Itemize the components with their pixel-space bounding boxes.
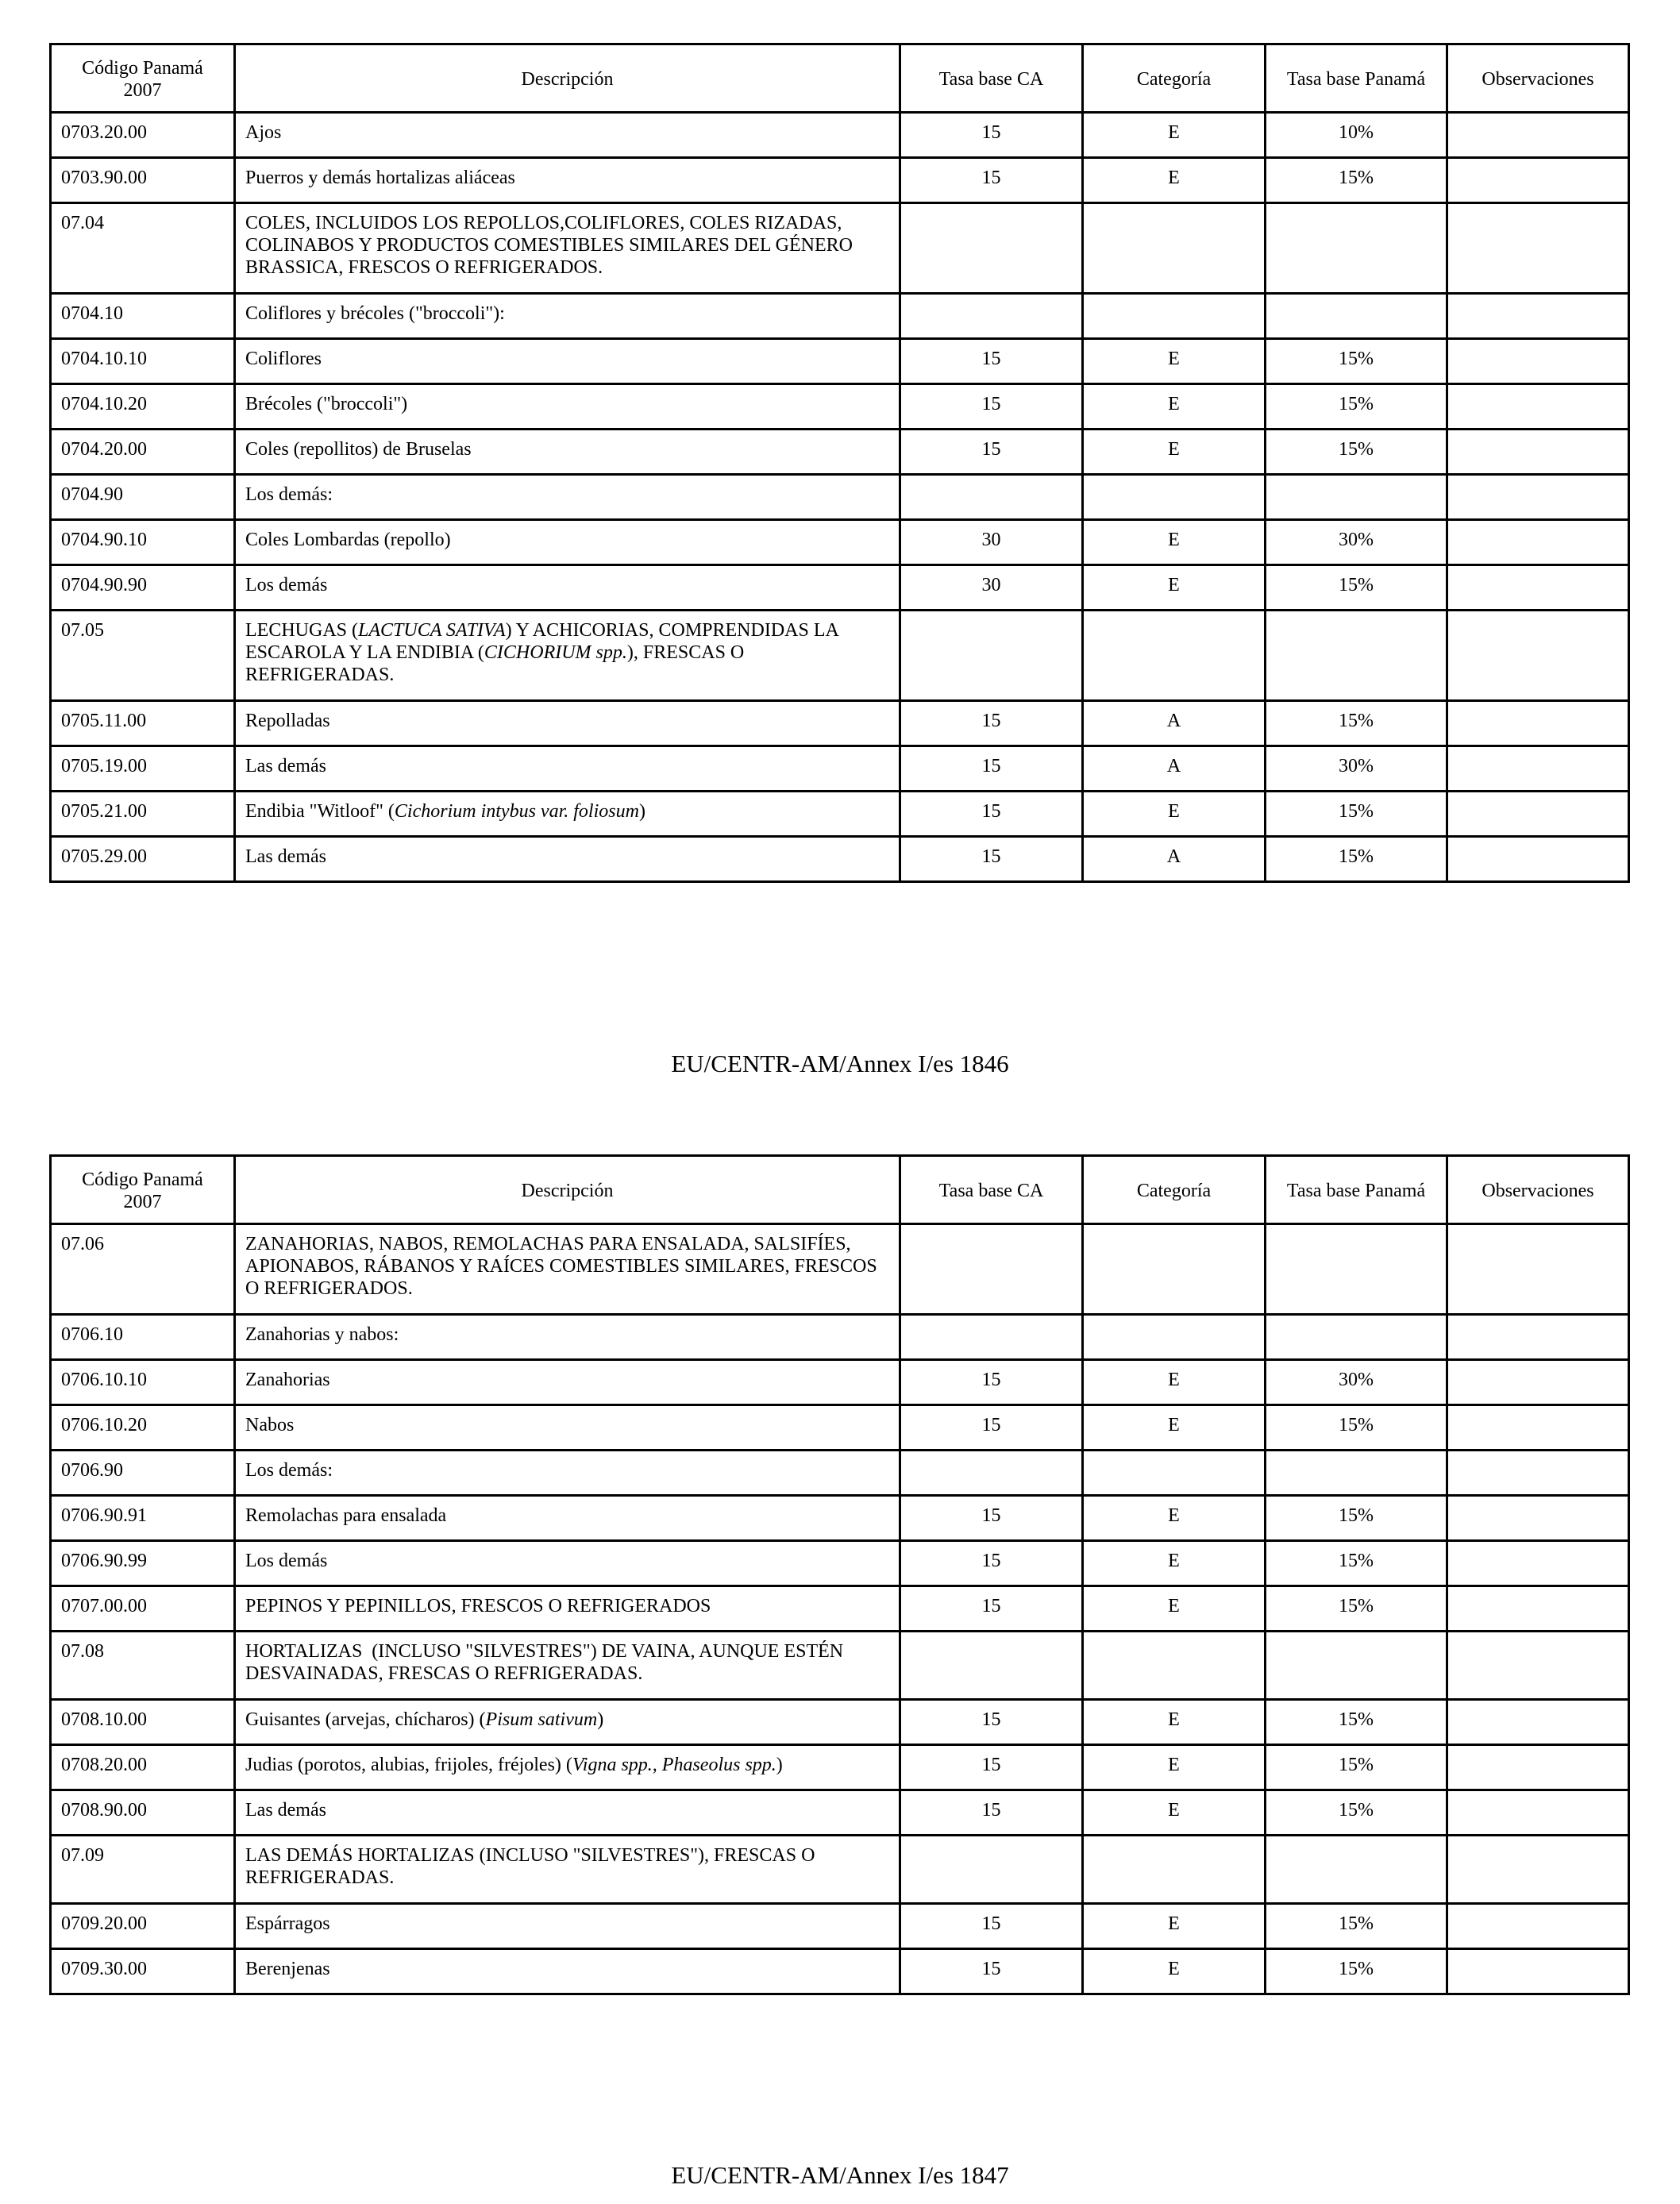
cell-category: E — [1083, 430, 1266, 475]
cell-base-rate-ca — [900, 1315, 1083, 1360]
cell-base-rate-panama: 15% — [1266, 1745, 1447, 1790]
cell-base-rate-ca: 15 — [900, 1541, 1083, 1586]
cell-category — [1083, 294, 1266, 339]
cell-category: E — [1083, 1790, 1266, 1836]
cell-observations — [1447, 1496, 1629, 1541]
cell-category: A — [1083, 701, 1266, 746]
cell-code: 0709.20.00 — [51, 1904, 235, 1949]
cell-base-rate-panama: 30% — [1266, 746, 1447, 792]
cell-observations — [1447, 294, 1629, 339]
cell-description: Remolachas para ensalada — [235, 1496, 900, 1541]
desc-text: Judias (porotos, alubias, frijoles, fréjoles) ( — [245, 1755, 572, 1775]
page-footer: EU/CENTR-AM/Annex I/es 1846 — [671, 1050, 1009, 1077]
cell-code: 0704.90.10 — [51, 520, 235, 565]
cell-base-rate-ca: 15 — [900, 158, 1083, 203]
table-row — [51, 1700, 1629, 1745]
cell-observations — [1447, 1541, 1629, 1586]
desc-text: Endibia "Witloof" ( — [245, 801, 395, 822]
cell-code: 0706.10.10 — [51, 1360, 235, 1405]
cell-description: Coles (repollitos) de Bruselas — [235, 430, 900, 475]
cell-code: 0703.20.00 — [51, 113, 235, 158]
cell-description: Las demás — [235, 837, 900, 882]
cell-observations — [1447, 611, 1629, 701]
cell-description — [235, 792, 900, 837]
cell-code: 0708.20.00 — [51, 1745, 235, 1790]
cell-category: E — [1083, 1949, 1266, 1994]
cell-observations — [1447, 1836, 1629, 1904]
header-category: Categoría — [1083, 44, 1266, 113]
desc-text: ) — [597, 1709, 604, 1730]
cell-description: Coliflores — [235, 339, 900, 384]
cell-base-rate-ca: 15 — [900, 1790, 1083, 1836]
cell-code: 0705.29.00 — [51, 837, 235, 882]
cell-description — [235, 1700, 900, 1745]
cell-code: 0707.00.00 — [51, 1586, 235, 1632]
cell-base-rate-ca: 15 — [900, 430, 1083, 475]
table-row — [51, 113, 1629, 158]
desc-text: Guisantes (arvejas, chícharos) ( — [245, 1709, 486, 1730]
cell-category: E — [1083, 565, 1266, 611]
tariff-table-2 — [49, 1154, 1630, 1995]
cell-base-rate-panama: 15% — [1266, 158, 1447, 203]
cell-category — [1083, 611, 1266, 701]
cell-category: A — [1083, 837, 1266, 882]
cell-base-rate-ca: 15 — [900, 1360, 1083, 1405]
header-description: Descripción — [235, 1156, 900, 1224]
cell-category: E — [1083, 339, 1266, 384]
table-row — [51, 1632, 1629, 1700]
table-header-row — [51, 1156, 1629, 1224]
cell-base-rate-ca: 15 — [900, 837, 1083, 882]
cell-base-rate-ca: 15 — [900, 1700, 1083, 1745]
header-base-rate-ca: Tasa base CA — [900, 1156, 1083, 1224]
cell-base-rate-panama: 15% — [1266, 792, 1447, 837]
cell-category: E — [1083, 1700, 1266, 1745]
cell-observations — [1447, 837, 1629, 882]
tariff-table-1 — [49, 43, 1630, 883]
cell-observations — [1447, 1949, 1629, 1994]
cell-category: E — [1083, 1360, 1266, 1405]
cell-base-rate-panama — [1266, 1451, 1447, 1496]
cell-description: Nabos — [235, 1405, 900, 1451]
cell-observations — [1447, 1904, 1629, 1949]
header-description: Descripción — [235, 44, 900, 113]
cell-base-rate-ca: 15 — [900, 701, 1083, 746]
cell-observations — [1447, 746, 1629, 792]
desc-italic-text: Pisum sativum — [485, 1709, 598, 1730]
table-header-row — [51, 44, 1629, 113]
cell-base-rate-ca: 15 — [900, 1405, 1083, 1451]
cell-code: 07.05 — [51, 611, 235, 701]
cell-observations — [1447, 339, 1629, 384]
cell-base-rate-ca: 15 — [900, 1586, 1083, 1632]
cell-code: 07.08 — [51, 1632, 235, 1700]
desc-text: LECHUGAS ( — [245, 620, 358, 641]
cell-base-rate-panama: 15% — [1266, 1405, 1447, 1451]
desc-text: ), FRESCAS O REFRIGERADAS. — [245, 642, 745, 685]
cell-code: 07.06 — [51, 1224, 235, 1315]
table-row — [51, 1360, 1629, 1405]
cell-observations — [1447, 565, 1629, 611]
table-row — [51, 203, 1629, 294]
cell-description: Zanahorias y nabos: — [235, 1315, 900, 1360]
cell-category — [1083, 1315, 1266, 1360]
cell-base-rate-panama — [1266, 203, 1447, 294]
cell-code: 0706.90.99 — [51, 1541, 235, 1586]
cell-base-rate-ca: 15 — [900, 1496, 1083, 1541]
cell-observations — [1447, 1315, 1629, 1360]
desc-italic-text: Cichorium intybus var. foliosum — [394, 801, 639, 822]
cell-base-rate-panama: 15% — [1266, 1904, 1447, 1949]
cell-description: Puerros y demás hortalizas aliáceas — [235, 158, 900, 203]
table-row — [51, 1224, 1629, 1315]
cell-base-rate-panama: 15% — [1266, 384, 1447, 430]
cell-code: 0706.10 — [51, 1315, 235, 1360]
cell-code: 07.09 — [51, 1836, 235, 1904]
header-code: Código Panamá 2007 — [51, 44, 235, 113]
cell-description: Los demás — [235, 1541, 900, 1586]
cell-category — [1083, 1451, 1266, 1496]
cell-code: 0704.10 — [51, 294, 235, 339]
cell-observations — [1447, 430, 1629, 475]
cell-description: ZANAHORIAS, NABOS, REMOLACHAS PARA ENSALADA, SALSIFÍES, APIONABOS, RÁBANOS Y RAÍCES COMESTIBLES SIMILARES, FRESCOS O REFRIGERADOS. — [235, 1224, 900, 1315]
cell-description: Berenjenas — [235, 1949, 900, 1994]
cell-category: E — [1083, 1586, 1266, 1632]
cell-base-rate-ca: 15 — [900, 792, 1083, 837]
header-observations: Observaciones — [1447, 44, 1629, 113]
cell-code: 0706.90.91 — [51, 1496, 235, 1541]
cell-observations — [1447, 1360, 1629, 1405]
table-row — [51, 1451, 1629, 1496]
cell-code: 0704.10.10 — [51, 339, 235, 384]
table-row — [51, 565, 1629, 611]
cell-category: E — [1083, 1745, 1266, 1790]
table-row — [51, 792, 1629, 837]
cell-observations — [1447, 158, 1629, 203]
cell-category — [1083, 1632, 1266, 1700]
cell-base-rate-panama: 10% — [1266, 113, 1447, 158]
cell-base-rate-panama — [1266, 1315, 1447, 1360]
table-row — [51, 294, 1629, 339]
cell-code: 0704.90 — [51, 475, 235, 520]
cell-description: COLES, INCLUIDOS LOS REPOLLOS,COLIFLORES, COLES RIZADAS, COLINABOS Y PRODUCTOS COMESTIBLES SIMILARES DEL GÉNERO BRASSICA, FRESCOS O REFRIGERADOS. — [235, 203, 900, 294]
cell-category — [1083, 475, 1266, 520]
page-footer: EU/CENTR-AM/Annex I/es 1847 — [671, 2161, 1009, 2189]
table-row — [51, 1541, 1629, 1586]
desc-text: ) — [638, 801, 645, 822]
cell-base-rate-panama: 15% — [1266, 701, 1447, 746]
table-row — [51, 1904, 1629, 1949]
table-row — [51, 158, 1629, 203]
cell-base-rate-panama: 15% — [1266, 1541, 1447, 1586]
cell-code: 0706.90 — [51, 1451, 235, 1496]
cell-category: E — [1083, 1405, 1266, 1451]
cell-base-rate-panama: 15% — [1266, 1949, 1447, 1994]
cell-category: E — [1083, 113, 1266, 158]
cell-base-rate-panama: 15% — [1266, 565, 1447, 611]
cell-base-rate-panama — [1266, 1632, 1447, 1700]
cell-base-rate-ca — [900, 1224, 1083, 1315]
cell-base-rate-ca — [900, 475, 1083, 520]
cell-description: Los demás: — [235, 1451, 900, 1496]
cell-base-rate-ca: 15 — [900, 746, 1083, 792]
cell-category — [1083, 1836, 1266, 1904]
cell-observations — [1447, 475, 1629, 520]
cell-description: HORTALIZAS (INCLUSO "SILVESTRES") DE VAINA, AUNQUE ESTÉN DESVAINADAS, FRESCAS O REFRIGERADAS. — [235, 1632, 900, 1700]
desc-italic-text: CICHORIUM spp. — [484, 642, 627, 663]
cell-base-rate-ca — [900, 203, 1083, 294]
cell-description: Las demás — [235, 746, 900, 792]
cell-description: Repolladas — [235, 701, 900, 746]
cell-description — [235, 611, 900, 701]
header-base-rate-ca: Tasa base CA — [900, 44, 1083, 113]
cell-observations — [1447, 113, 1629, 158]
cell-observations — [1447, 701, 1629, 746]
cell-base-rate-ca — [900, 611, 1083, 701]
cell-base-rate-panama: 15% — [1266, 1586, 1447, 1632]
cell-observations — [1447, 792, 1629, 837]
cell-category — [1083, 203, 1266, 294]
cell-base-rate-panama: 15% — [1266, 1496, 1447, 1541]
header-category: Categoría — [1083, 1156, 1266, 1224]
cell-base-rate-panama: 15% — [1266, 837, 1447, 882]
table-row — [51, 701, 1629, 746]
cell-base-rate-ca: 15 — [900, 113, 1083, 158]
cell-base-rate-ca: 15 — [900, 384, 1083, 430]
cell-observations — [1447, 1700, 1629, 1745]
cell-base-rate-ca — [900, 1836, 1083, 1904]
cell-observations — [1447, 1745, 1629, 1790]
cell-base-rate-ca: 15 — [900, 1745, 1083, 1790]
cell-base-rate-ca: 15 — [900, 1949, 1083, 1994]
cell-description: Coles Lombardas (repollo) — [235, 520, 900, 565]
cell-observations — [1447, 1405, 1629, 1451]
cell-category: E — [1083, 1496, 1266, 1541]
cell-base-rate-panama — [1266, 475, 1447, 520]
cell-category: E — [1083, 520, 1266, 565]
cell-code: 0706.10.20 — [51, 1405, 235, 1451]
cell-description: Las demás — [235, 1790, 900, 1836]
cell-base-rate-panama — [1266, 1224, 1447, 1315]
cell-code: 0705.21.00 — [51, 792, 235, 837]
cell-base-rate-ca — [900, 1451, 1083, 1496]
cell-base-rate-ca — [900, 1632, 1083, 1700]
table-row — [51, 611, 1629, 701]
cell-code: 0708.90.00 — [51, 1790, 235, 1836]
cell-category: A — [1083, 746, 1266, 792]
cell-base-rate-panama — [1266, 611, 1447, 701]
cell-code: 0708.10.00 — [51, 1700, 235, 1745]
table-row — [51, 1405, 1629, 1451]
cell-description: Coliflores y brécoles ("broccoli"): — [235, 294, 900, 339]
cell-base-rate-panama — [1266, 1836, 1447, 1904]
desc-italic-text: Vigna spp., Phaseolus spp. — [572, 1755, 776, 1775]
cell-base-rate-panama: 15% — [1266, 1700, 1447, 1745]
cell-observations — [1447, 384, 1629, 430]
table-row — [51, 1836, 1629, 1904]
cell-code: 0705.11.00 — [51, 701, 235, 746]
table-row — [51, 1496, 1629, 1541]
table-row — [51, 1745, 1629, 1790]
cell-observations — [1447, 520, 1629, 565]
cell-description: Los demás: — [235, 475, 900, 520]
cell-observations — [1447, 1586, 1629, 1632]
cell-category: E — [1083, 158, 1266, 203]
table-row — [51, 384, 1629, 430]
table-row — [51, 1949, 1629, 1994]
table-row — [51, 1315, 1629, 1360]
cell-code: 0704.90.90 — [51, 565, 235, 611]
cell-code: 0704.20.00 — [51, 430, 235, 475]
cell-code: 0704.10.20 — [51, 384, 235, 430]
table-row — [51, 339, 1629, 384]
cell-description: Espárragos — [235, 1904, 900, 1949]
desc-text: ) — [776, 1755, 783, 1775]
table-row — [51, 837, 1629, 882]
cell-category: E — [1083, 384, 1266, 430]
cell-description: Zanahorias — [235, 1360, 900, 1405]
cell-description: LAS DEMÁS HORTALIZAS (INCLUSO "SILVESTRES"), FRESCAS O REFRIGERADAS. — [235, 1836, 900, 1904]
cell-observations — [1447, 1224, 1629, 1315]
cell-code: 0709.30.00 — [51, 1949, 235, 1994]
cell-code: 0705.19.00 — [51, 746, 235, 792]
cell-category: E — [1083, 1541, 1266, 1586]
cell-base-rate-panama: 30% — [1266, 520, 1447, 565]
cell-code: 0703.90.00 — [51, 158, 235, 203]
cell-base-rate-ca: 30 — [900, 520, 1083, 565]
cell-base-rate-panama: 15% — [1266, 430, 1447, 475]
table-row — [51, 430, 1629, 475]
header-base-rate-panama: Tasa base Panamá — [1266, 44, 1447, 113]
header-observations: Observaciones — [1447, 1156, 1629, 1224]
cell-base-rate-panama — [1266, 294, 1447, 339]
cell-base-rate-panama: 15% — [1266, 1790, 1447, 1836]
cell-base-rate-ca: 30 — [900, 565, 1083, 611]
cell-observations — [1447, 1451, 1629, 1496]
cell-description — [235, 1745, 900, 1790]
header-code: Código Panamá 2007 — [51, 1156, 235, 1224]
cell-description: Los demás — [235, 565, 900, 611]
cell-category: E — [1083, 1904, 1266, 1949]
cell-base-rate-ca — [900, 294, 1083, 339]
cell-code: 07.04 — [51, 203, 235, 294]
desc-text: ) Y ACHICORIAS, COMPRENDIDAS LA ESCAROLA Y LA ENDIBIA ( — [245, 620, 838, 663]
cell-category: E — [1083, 792, 1266, 837]
desc-italic-text: LACTUCA SATIVA — [358, 620, 506, 641]
cell-observations — [1447, 1632, 1629, 1700]
cell-description: Ajos — [235, 113, 900, 158]
cell-base-rate-ca: 15 — [900, 339, 1083, 384]
table-row — [51, 520, 1629, 565]
table-row — [51, 1790, 1629, 1836]
header-base-rate-panama: Tasa base Panamá — [1266, 1156, 1447, 1224]
cell-description: Brécoles ("broccoli") — [235, 384, 900, 430]
cell-base-rate-panama: 30% — [1266, 1360, 1447, 1405]
cell-base-rate-ca: 15 — [900, 1904, 1083, 1949]
cell-description: PEPINOS Y PEPINILLOS, FRESCOS O REFRIGERADOS — [235, 1586, 900, 1632]
cell-observations — [1447, 1790, 1629, 1836]
table-row — [51, 1586, 1629, 1632]
cell-observations — [1447, 203, 1629, 294]
table-row — [51, 746, 1629, 792]
table-row — [51, 475, 1629, 520]
cell-base-rate-panama: 15% — [1266, 339, 1447, 384]
cell-category — [1083, 1224, 1266, 1315]
